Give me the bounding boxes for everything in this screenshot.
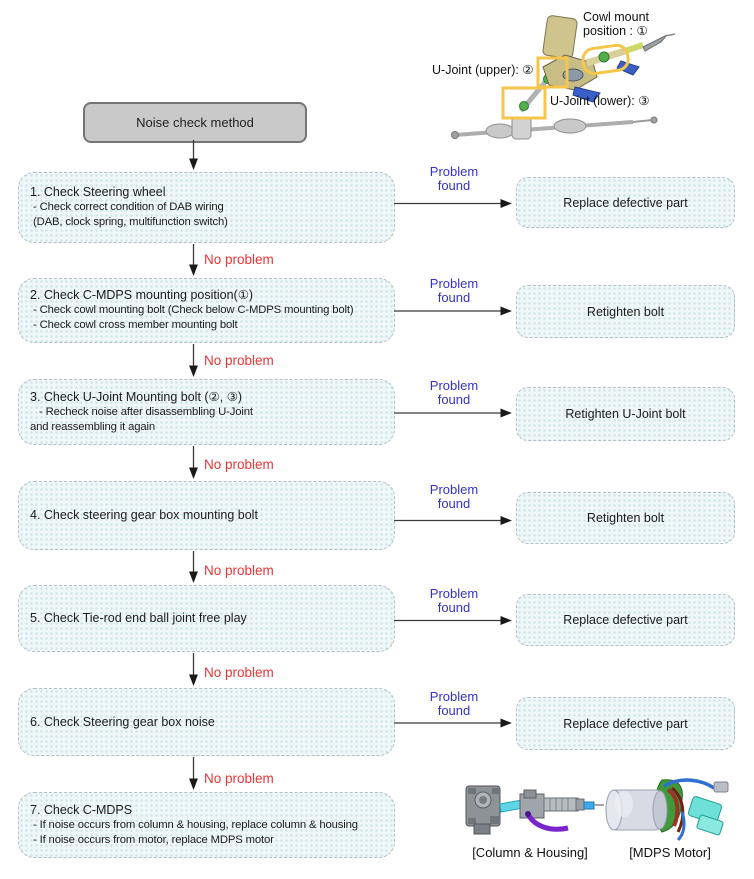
mdps-motor-illustration <box>602 772 736 844</box>
step-4-check-gearbox-bolt <box>18 481 395 550</box>
problem-found-line: Problem <box>429 586 479 601</box>
step-1-check-steering-wheel <box>18 172 395 243</box>
action-replace-defective-part-2: Replace defective part <box>516 594 735 646</box>
no-problem-label-3: No problem <box>204 457 274 472</box>
step-4-line: 4. Check steering gear box mounting bolt <box>30 508 258 522</box>
step-7-check-cmdps <box>18 792 395 858</box>
problem-found-label-1 <box>415 165 493 193</box>
ujoint-lower-label: U-Joint (lower): ③ <box>550 94 650 108</box>
step-2-check-mounting-position <box>18 278 395 343</box>
column-housing-drawing <box>466 786 604 834</box>
problem-found-label-5 <box>415 587 493 615</box>
step-6-check-gearbox-noise <box>18 688 395 756</box>
step-7-line: 7. Check C-MDPS <box>30 802 133 817</box>
step-3-line: 3. Check U-Joint Mounting bolt (②, ③) <box>30 389 243 404</box>
step-2-line: 2. Check C-MDPS mounting position(①) <box>30 288 254 302</box>
action-retighten-bolt-2: Retighten bolt <box>516 492 735 544</box>
no-problem-label-2: No problem <box>204 353 274 368</box>
step-1-line: - Check correct condition of DAB wiring <box>30 201 224 213</box>
step-2-line: - Check cowl mounting bolt (Check below C-MDPS mounting bolt) <box>30 304 354 316</box>
problem-found-line: Problem <box>429 164 479 179</box>
column-housing-illustration <box>450 778 610 844</box>
no-problem-label-4: No problem <box>204 563 274 578</box>
step-1-line: 1. Check Steering wheel <box>30 185 166 199</box>
step-5-check-tierod <box>18 585 395 652</box>
step-3-line: - Recheck noise after disassembling U-Joint <box>30 405 253 418</box>
mdps-motor-caption: [MDPS Motor] <box>629 845 711 860</box>
problem-found-line: found <box>437 290 471 305</box>
step-1-line: (DAB, clock spring, multifunction switch) <box>30 216 228 228</box>
action-replace-defective-part-1: Replace defective part <box>516 177 735 228</box>
problem-found-line: Problem <box>429 276 479 291</box>
problem-found-line: found <box>437 703 471 718</box>
problem-found-line: found <box>437 392 471 407</box>
step-6-line: 6. Check Steering gear box noise <box>30 714 215 729</box>
step-7-line: - If noise occurs from column & housing, replace column & housing <box>30 818 358 831</box>
problem-found-label-6 <box>415 690 493 718</box>
no-problem-label-6: No problem <box>204 771 274 786</box>
step-2-line: - Check cowl cross member mounting bolt <box>30 319 238 331</box>
action-retighten-ujoint-bolt: Retighten U-Joint bolt <box>516 387 735 441</box>
problem-found-line: Problem <box>429 378 479 393</box>
problem-found-line: Problem <box>429 482 479 497</box>
step-3-line: and reassembling it again <box>30 420 155 433</box>
column-housing-caption: [Column & Housing] <box>472 845 588 860</box>
step-7-line: - If noise occurs from motor, replace MDPS motor <box>30 833 274 846</box>
cowl-mount-label-line1: Cowl mount <box>583 10 649 24</box>
problem-found-line: found <box>437 496 471 511</box>
cowl-mount-label <box>583 11 649 38</box>
no-problem-label-1: No problem <box>204 252 274 267</box>
action-replace-defective-part-3: Replace defective part <box>516 697 735 750</box>
mdps-motor-drawing <box>606 780 728 840</box>
step-5-line: 5. Check Tie-rod end ball joint free play <box>30 611 247 625</box>
problem-found-line: Problem <box>429 689 479 704</box>
step-3-check-ujoint-bolt <box>18 379 395 445</box>
action-retighten-bolt-1: Retighten bolt <box>516 285 735 338</box>
no-problem-label-5: No problem <box>204 665 274 680</box>
cowl-mount-label-line2: position : ① <box>583 23 648 38</box>
problem-found-label-3 <box>415 379 493 407</box>
steering-rack-drawing <box>452 117 658 139</box>
start-node: Noise check method <box>83 102 307 143</box>
problem-found-label-2 <box>415 277 493 305</box>
problem-found-line: found <box>437 600 471 615</box>
ujoint-upper-label: U-Joint (upper): ② <box>432 63 534 77</box>
problem-found-label-4 <box>415 483 493 511</box>
problem-found-line: found <box>437 178 471 193</box>
